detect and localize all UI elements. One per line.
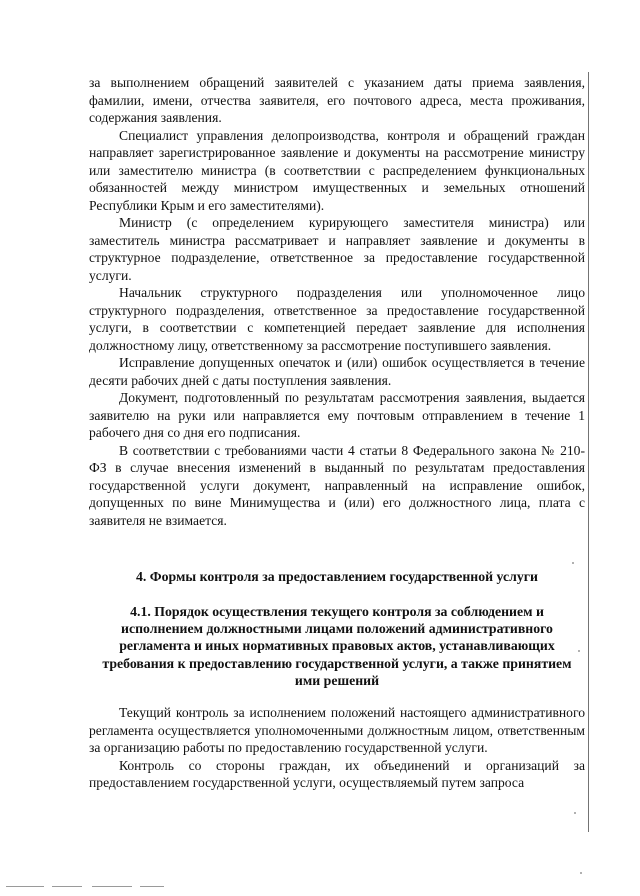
scan-artifact-dash	[140, 886, 164, 887]
paragraph: Документ, подготовленный по результатам рассмотрения заявления, выдается заявителю на руки или направляется ему почтовым отправлением в течение 1 рабочего дня со дня его подписания.	[89, 390, 585, 440]
paragraph: В соответствии с требованиями части 4 статьи 8 Федерального закона № 210-ФЗ в случае внесения изменений в выданный по результатам предоставления государственной услуги документ, направленный на исправление ошибок, допущенных по вине Минимущества и (или) его должностного лица, плата с заявителя не взимается.	[89, 442, 585, 528]
section-heading: 4. Формы контроля за предоставлением государственной услуги	[135, 569, 538, 584]
scan-artifact-dash	[6, 886, 44, 887]
paragraph: Исправление допущенных опечаток и (или) ошибок осуществляется в течение десяти рабочих дней с даты поступления заявления.	[89, 355, 585, 388]
scan-speck	[572, 562, 574, 564]
scan-speck	[574, 812, 576, 814]
paragraph: Начальник структурного подразделения или уполномоченное лицо структурного подразделения, ответственное за предоставление государственной услуги, в соответствии с компетенцией передает заявление для исполнения должностному лицу, ответственному за рассмотрение поступившего заявления.	[89, 285, 585, 353]
paragraph: Контроль со стороны граждан, их объединений и организаций за предоставлением государственной услуги, осуществляемый путем запроса	[89, 757, 585, 790]
body-text-bottom	[89, 704, 585, 792]
paragraph: за выполнением обращений заявителей с указанием даты приема заявления, фамилии, имени, отчества заявителя, его почтового адреса, места проживания, содержания заявления.	[89, 75, 585, 125]
scan-margin-edge	[584, 72, 589, 832]
body-text-top	[89, 74, 585, 529]
paragraph: Текущий контроль за исполнением положений настоящего административного регламента осуществляется уполномоченными должностным лицом, ответственным за организацию работы по предоставлению государственной услуги.	[89, 705, 585, 755]
scan-artifact-dash	[92, 886, 132, 887]
scan-speck	[580, 872, 582, 874]
paragraph: Министр (с определением курирующего заместителя министра) или заместитель министра рассматривает и направляет заявление и документы в структурное подразделение, ответственное за предоставление государственной услуги.	[89, 215, 585, 283]
subsection-heading: 4.1. Порядок осуществления текущего контроля за соблюдением и исполнением должностными лицами положений административного регламента и иных нормативных правовых актов, устанавливающих требования к предоставлению государственной услуги, а также принятием ими решений	[102, 604, 572, 688]
scan-speck	[578, 650, 580, 652]
scan-artifact-dash	[52, 886, 82, 887]
paragraph: Специалист управления делопроизводства, контроля и обращений граждан направляет зарегистрированное заявление и документы на рассмотрение министру или заместителю министра (в соответствии с распределением функциональных обязанностей между министром имущественных и земельных отношений Республики Крым и его заместителями).	[89, 127, 585, 213]
